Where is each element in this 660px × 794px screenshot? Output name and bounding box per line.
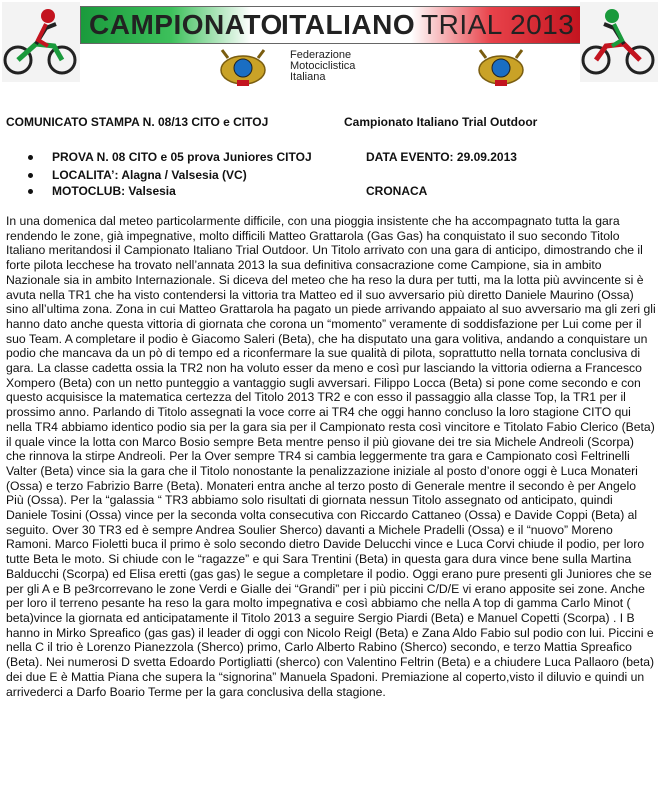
press-release-body: In una domenica dal meteo particolarmente difficile, con una pioggia insistente che ha accompagnato tutta la gara rendendo le zone, già impegnative, molto difficili Matteo Grattarola (Gas Gas) ha conquistato il suo secondo Titolo Italiano meritandosi il Campionato Italiano Trial Outdoor. Un Titolo arrivato con una gara di anticipo, dimostrando che il forte pilota lecchese ha trovato nell’annata 2013 la sua definitiva consacrazione come Campione, sia in ambito Nazionale sia in ambito Internazionale. Si diceva del meteo che ha reso la dura per tutti, ma la lotta più avvincente si è avuta nella TR1 che ha visto contendersi la vittoria tra Matteo ed il suo avversario più diretto Daniele Maurino (Ossa) sino all’ultima zona. Zona in cui Matteo Grattarola ha pagato un piede arrivando appaiato al suo avversario ma gli zeri gli hanno dato anche questa vittoria di giornata che corona un “momento” veramente di soddisfazione per Lui come per il suo Team. A completare il podio è Giacomo Saleri (Beta), che ha disputato una gara volitiva, andando a conquistare un podio che mancava da un pò di tempo ed a riconfermare la sue qualità di pilota, soprattutto nella tornata conclusiva di gara. La classe cadetta ossia la TR2 non ha voluto esser da meno e così pur lasciando la vittoria odierna a Francesco Xompero (Beta) con un netto punteggio a vantaggio sugli avversari. Filippo Locca (Beta) si pone come secondo e con questo acquisisce la matematica certezza del Titolo 2013 TR2 e con esso il passaggio alla classe Top, la TR1 per il prossimo anno. Parlando di Titolo assegnati la voce corre ai TR4 che oggi hanno concluso la loro stagione CITO qui nella TR4 abbiamo identico podio sia per la gara sia per il Campionato resta così vincitore e Titolato Fabio Clerico (Beta) il quale vince la lotta con Marco Bosio sempre Beta mentre penso il più giovane dei tre sia Michele Andreoli (Scorpa) che rinnova la stirpe Andreoli. Per la Over sempre TR4 si cambia leggermente tra gara e Campionato così Feltrinelli Valter (Beta) vince sia la gara che il Titolo nonostante la penalizzazione iniziale al posto d’onore oggi è Luca Monateri (Ossa) e terzo Fabrizio Barre (Beta). Monateri entra anche al terzo posto di Generale mentre il secondo è per Angelo Più (Ossa). Per la “galassia “ TR3 abbiamo solo risultati di giornata nessun Titolo assegnato od anticipato, quindi Daniele Tosini (Ossa) vince per la seconda volta consecutiva con Riccardo Cattaneo (Ossa) e Davide Coppi (Beta) al seguito. Over 30 TR3 ed è sempre Andrea Soulier Sherco) davanti a Michele Pradelli (Ossa) e il “nuovo” Moreno Ramoni. Marco Fioletti buca il primo è solo secondo dietro Davide Delucchi vince e Luca Corvi chiude il podio, per loro tutte Beta le moto. Si chiude con le “ragazze” e qui Sara Trentini (Beta) in questa gara dura vince bene sulla Martina Balducchi (Scorpa) ed Elisa eretti (gas gas) le segue a completare il podio. Oggi erano pure presenti gli Juniores che se per gli A e B pe3rcorrevano le zone Verdi e Gialle dei “Grandi” per i più piccini C/D/E vi erano apposite sei zone. Anche per loro il terreno pesante ha reso la gara molto impegnativa e così abbiamo che nella A top di gamma Carlo Minot ( beta)vince la giornata ed anticipatamente il Titolo 2013 a seguire Sergio Piardi (Beta) e Manuel Copetti (Scorpa) . I B hanno in Mirko Spreafico (gas gas) il leader di oggi con Nicolo Reigl (Beta) e Zana Aldo Fabio sul podio con lui. Piccini e nella C il trio è Lorenzo Pianezzola (Sherco) primo, Carlo Alberto Rabino (Sherco) secondo, e terzo Mattia Spreafico (Beta). Nei numerosi D svetta Edoardo Portigliatti (sherco) con Valentino Feltrin (Beta) e a chiudere Luca Pallaoro (beta) dei due E è Mattia Piana che supera la “signorina” Manuela Spadoni. Premiazione al coperto,visto il diluvio e quindi un arrivederci a Darfo Boario Terme per la gara conclusiva della stagione.: [6, 214, 656, 699]
event-date: DATA EVENTO: 29.09.2013: [366, 150, 517, 164]
bullet-icon: [28, 189, 33, 194]
bullet-icon: [28, 173, 33, 178]
localita-label: LOCALITA’: Alagna / Valsesia (VC): [52, 168, 247, 182]
fmi-logo-right-icon: [476, 48, 526, 88]
banner-title-campionato: CAMPIONATO: [89, 9, 283, 40]
bullet-icon: [28, 155, 33, 160]
trial-rider-left-icon: [2, 2, 80, 82]
motoclub-label: MOTOCLUB: Valsesia: [52, 184, 176, 198]
federation-line-2: Motociclistica: [290, 60, 356, 72]
federation-line-1: Federazione: [290, 49, 352, 61]
comunicato-heading: COMUNICATO STAMPA N. 08/13 CITO e CITOJ: [6, 115, 269, 129]
cronaca-heading: CRONACA: [366, 184, 428, 198]
prova-label: PROVA N. 08 CITO e 05 prova Juniores CITOJ: [52, 150, 312, 164]
banner-title-italiano: ITALIANO: [281, 9, 416, 40]
trial-rider-right-icon: [580, 2, 658, 82]
fmi-logo-icon: [218, 48, 268, 88]
championship-banner: [80, 6, 582, 44]
federation-name: [290, 50, 355, 83]
championship-heading: Campionato Italiano Trial Outdoor: [344, 115, 538, 129]
page-header: [0, 0, 660, 100]
banner-title-trial: TRIAL 2013: [421, 9, 575, 40]
federation-line-3: Italiana: [290, 71, 326, 83]
